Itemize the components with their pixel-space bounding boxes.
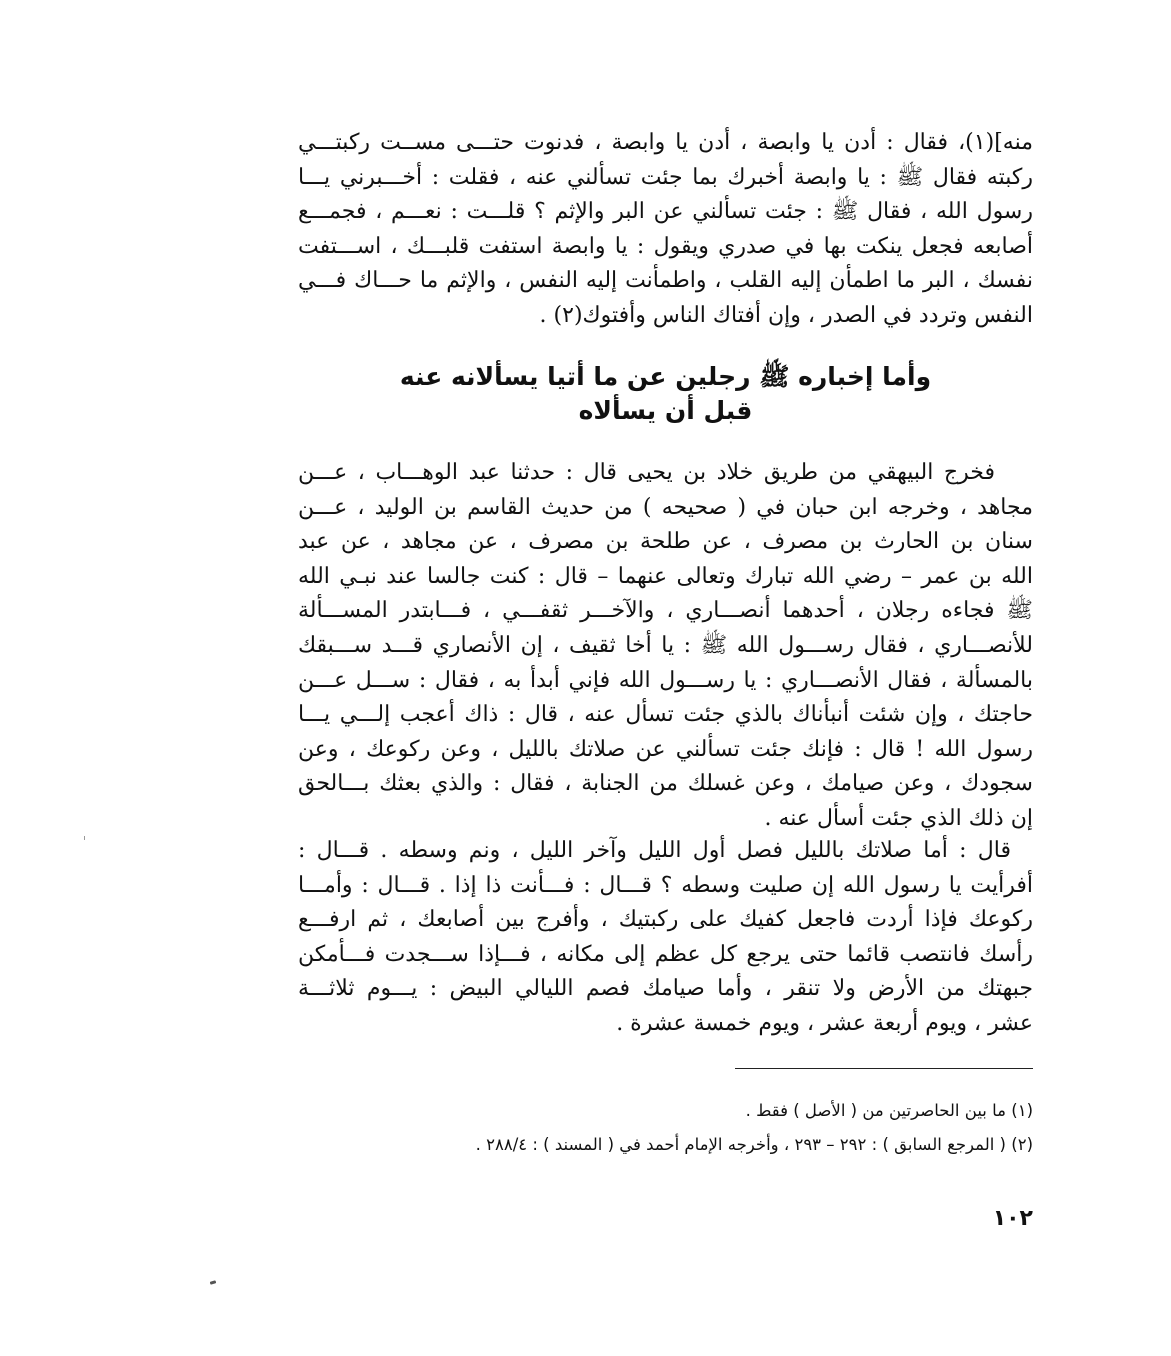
- text-line: ﷺ فجاءه رجلان ، أحدهما أنصـــاري ، والآخـــر ثقفـــي ، فـــابتدر المســـألة: [298, 598, 1033, 624]
- page-number: ١٠٢: [992, 1206, 1033, 1231]
- text-line: عشر ، ويوم أربعة عشر ، ويوم خمسة عشرة .: [616, 1010, 1033, 1036]
- heading-line: قبل أن يسألاه: [578, 396, 753, 425]
- text-line: إن ذلك الذي جئت أسأل عنه .: [764, 805, 1033, 831]
- text-line: الله بن عمر – رضي الله تبارك وتعالى عنهما – قال : كنت جالسا عند نبـي الله: [298, 563, 1033, 589]
- text-line: سجودك ، وعن صيامك ، وعن غسلك من الجنابة ، فقال : والذي بعثك بـــالحق: [298, 771, 1033, 797]
- text-line: جبهتك من الأرض ولا تنقر ، وأما صيامك فصم الليالي البيض : يـــوم ثلاثـــة: [298, 976, 1033, 1002]
- text-line: سنان بن الحارث بن مصرف ، عن طلحة بن مصرف ، عن مجاهد ، عن عبد: [298, 529, 1033, 555]
- text-line: بالمسألة ، فقال الأنصـــاري : يا رســـول الله فإني أبدأ به ، فقال : ســـل عـــن: [298, 667, 1033, 693]
- text-line: فخرج البيهقي من طريق خلاد بن يحيى قال : حدثنا عبد الوهـــاب ، عـــن: [298, 460, 995, 485]
- text-line: ركبته فقال ﷺ : يا وابصة أخبرك بما جئت تسألني عنه ، فقلت : أخـــبرني يـــا: [298, 164, 1033, 190]
- footnotes: [298, 1094, 1033, 1162]
- scan-mark: [84, 836, 85, 840]
- paragraph-2: [298, 456, 1033, 837]
- text-line: مجاهد ، وخرجه ابن حبان في ( صحيحه ) من حديث القاسم بن الوليد ، عـــن: [298, 494, 1033, 520]
- text-line: أصابعه فجعل ينكت بها في صدري ويقول : يا وابصة استفت قلبـــك ، اســـتفت: [298, 233, 1033, 259]
- section-heading: [298, 360, 1033, 428]
- paragraph-3: [298, 834, 1033, 1042]
- text-line: رأسك فانتصب قائما حتى يرجع كل عظم إلى مكانه ، فـــإذا ســـجدت فـــأمكن: [298, 941, 1033, 967]
- text-line: رسول الله ! قال : فإنك جئت تسألني عن صلاتك بالليل ، وعن ركوعك ، وعن: [298, 736, 1033, 762]
- text-line: للأنصـــاري ، فقال رســـول الله ﷺ : يا أخا ثقيف ، إن الأنصاري قـــد ســـبقك: [298, 632, 1033, 658]
- paragraph-1: [298, 126, 1033, 334]
- heading-line: وأما إخباره ﷺ رجلين عن ما أتيا يسألانه عنه: [399, 362, 932, 391]
- scan-speck: [210, 1280, 217, 1284]
- footnote: (٢) ( المرجع السابق ) : ٢٩٢ – ٢٩٣ ، وأخرجه الإمام أحمد في ( المسند ) : ٢٨٨/٤ .: [475, 1135, 1033, 1154]
- text-line: رسول الله ، فقال ﷺ : جئت تسألني عن البر والإثم ؟ قلـــت : نعـــم ، فجمـــع: [298, 199, 1033, 225]
- text-line: النفس وتردد في الصدر ، وإن أفتاك الناس وأفتوك(٢) .: [539, 302, 1033, 328]
- text-line: أفرأيت يا رسول الله إن صليت وسطه ؟ قـــال : فـــأنت ذا إذا . قـــال : وأمـــا: [298, 872, 1033, 898]
- text-line: حاجتك ، وإن شئت أنبأناك بالذي جئت تسأل عنه ، قال : ذاك أعجب إلـــي يـــا: [298, 702, 1033, 728]
- footnote-divider: [735, 1068, 1033, 1069]
- text-line: نفسك ، البر ما اطمأن إليه القلب ، واطمأنت إليه النفس ، والإثم ما حـــاك فـــي: [298, 268, 1033, 294]
- text-line: قال : أما صلاتك بالليل فصل أول الليل وآخر الليل ، ونم وسطه . قـــال :: [298, 838, 1011, 863]
- text-line: منه](١)، فقال : أدن يا وابصة ، أدن يا وابصة ، فدنوت حتـــى مســت ركبتـــي: [298, 130, 1033, 155]
- text-line: ركوعك فإذا أردت فاجعل كفيك على ركبتيك ، وأفرج بين أصابعك ، ثم ارفـــع: [298, 907, 1033, 933]
- footnote: (١) ما بين الحاصرتين من ( الأصل ) فقط .: [745, 1101, 1033, 1120]
